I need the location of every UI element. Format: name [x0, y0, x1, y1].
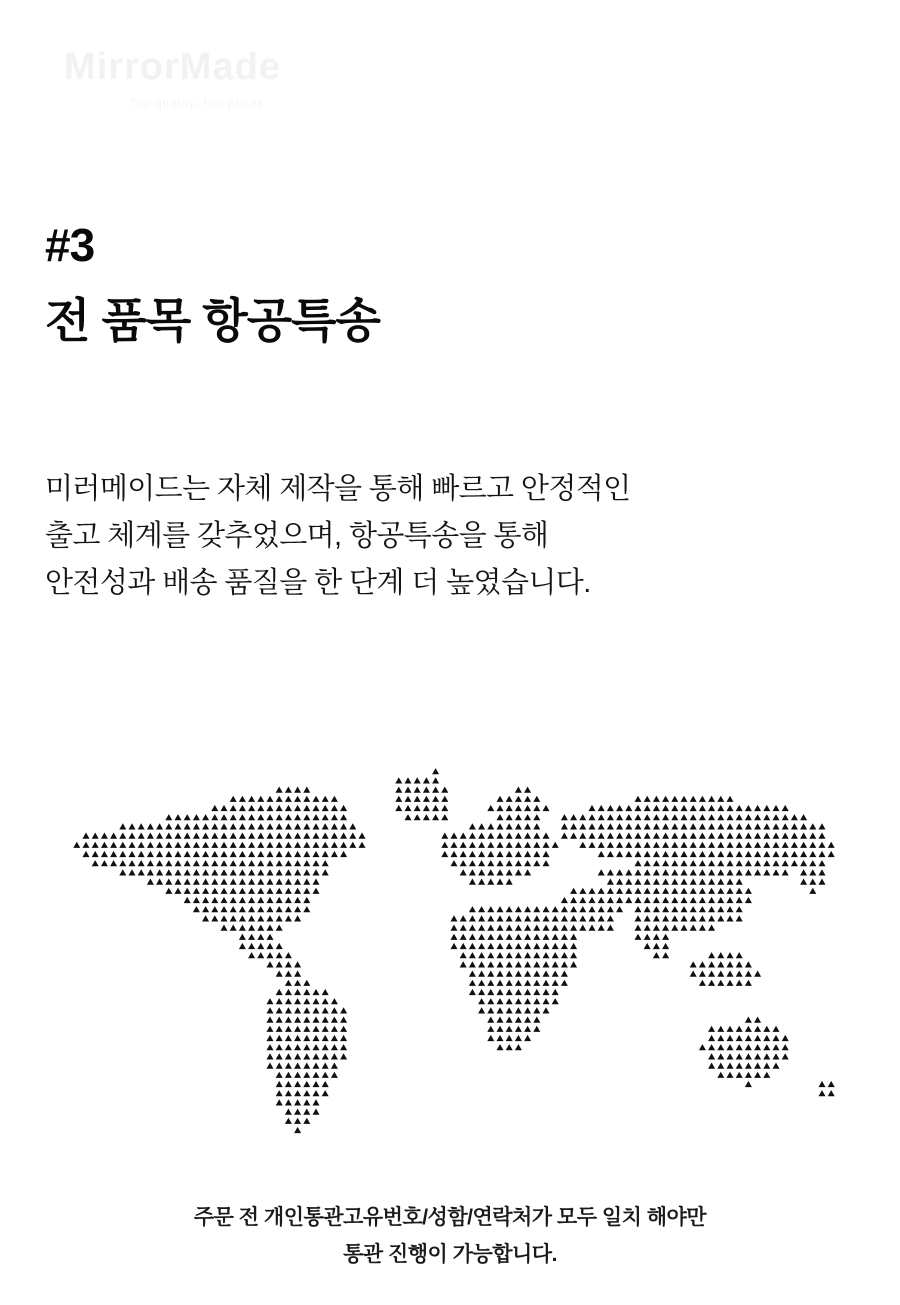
watermark — [64, 48, 364, 110]
body-line: 안전성과 배송 품질을 한 단계 더 높였습니다. — [45, 566, 591, 599]
watermark-tagline: Top quality, fair prices — [130, 98, 265, 110]
body-line: 출고 체계를 갖추었으며, 항공특송을 통해 — [45, 519, 549, 552]
world-map-icon — [0, 742, 900, 1152]
world-map — [0, 742, 900, 1152]
footnote-line: 통관 진행이 가능합니다. — [343, 1242, 557, 1266]
body-paragraph — [45, 466, 875, 607]
footnote-line: 주문 전 개인통관고유번호/성함/연락처가 모두 일치 해야만 — [193, 1206, 707, 1229]
section-number: #3 — [45, 219, 95, 271]
body-line: 미러메이드는 자체 제작을 통해 빠르고 안정적인 — [45, 473, 631, 505]
watermark-brand: MirrorMade — [64, 46, 281, 88]
footnote — [0, 1200, 900, 1274]
page-title: 전 품목 항공특송 — [45, 294, 380, 347]
